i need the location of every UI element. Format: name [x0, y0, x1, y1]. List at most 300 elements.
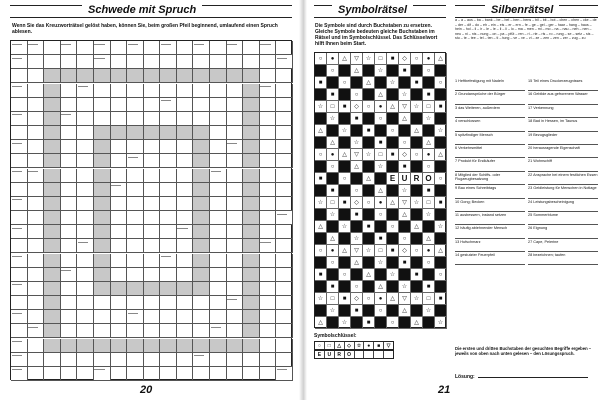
solution-path-cell[interactable]	[243, 310, 260, 324]
symbol-cell[interactable]: ☆	[423, 113, 435, 125]
answer-cell[interactable]	[127, 254, 144, 268]
answer-cell[interactable]	[28, 183, 45, 197]
symbol-cell[interactable]: ○	[363, 293, 375, 305]
symbol-cell[interactable]: ■	[375, 137, 387, 149]
answer-cell[interactable]	[160, 84, 177, 98]
answer-cell[interactable]	[227, 254, 244, 268]
symbol-cell[interactable]: ■	[411, 77, 423, 89]
symbol-cell[interactable]: ■	[363, 221, 375, 233]
symbol-cell[interactable]: ●	[327, 149, 339, 161]
solution-path-cell[interactable]	[111, 126, 128, 140]
answer-cell[interactable]	[227, 183, 244, 197]
symbol-cell[interactable]: ☆	[327, 209, 339, 221]
answer-cell[interactable]	[94, 353, 111, 367]
answer-cell[interactable]	[260, 324, 277, 338]
answer-cell[interactable]	[94, 310, 111, 324]
solution-path-cell[interactable]	[127, 69, 144, 83]
answer-cell[interactable]	[77, 324, 94, 338]
answer-cell[interactable]	[11, 154, 28, 168]
clue-item[interactable]: 23 Geldleistung für Menschen in Notlage	[528, 185, 598, 198]
symbol-cell[interactable]: ■	[327, 281, 339, 293]
symbol-cell[interactable]: △	[351, 257, 363, 269]
symbol-cell[interactable]: ■	[411, 269, 423, 281]
answer-cell[interactable]	[260, 112, 277, 126]
symbol-cell[interactable]: △	[363, 173, 375, 185]
answer-cell[interactable]	[160, 324, 177, 338]
answer-cell[interactable]	[193, 55, 210, 69]
answer-cell[interactable]	[144, 197, 161, 211]
answer-cell[interactable]	[260, 268, 277, 282]
symbol-cell[interactable]: ☆	[351, 137, 363, 149]
answer-cell[interactable]	[260, 126, 277, 140]
answer-cell[interactable]	[276, 197, 293, 211]
symbol-cell[interactable]: ○	[399, 233, 411, 245]
answer-cell[interactable]	[144, 183, 161, 197]
answer-cell[interactable]	[210, 239, 227, 253]
answer-cell[interactable]	[144, 169, 161, 183]
answer-cell[interactable]	[28, 140, 45, 154]
answer-cell[interactable]	[177, 169, 194, 183]
answer-cell[interactable]	[160, 296, 177, 310]
answer-cell[interactable]	[61, 239, 78, 253]
symbol-cell[interactable]: △	[315, 125, 327, 137]
answer-cell[interactable]	[127, 112, 144, 126]
answer-cell[interactable]	[260, 169, 277, 183]
symbol-cell[interactable]: △	[363, 269, 375, 281]
answer-cell[interactable]	[177, 324, 194, 338]
answer-cell[interactable]	[28, 296, 45, 310]
answer-cell[interactable]	[77, 211, 94, 225]
solution-path-cell[interactable]	[127, 282, 144, 296]
answer-cell[interactable]	[260, 183, 277, 197]
symbol-cell[interactable]: ○	[423, 257, 435, 269]
answer-cell[interactable]	[260, 211, 277, 225]
symbol-cell[interactable]: ○	[411, 53, 423, 65]
answer-cell[interactable]	[28, 112, 45, 126]
solution-path-cell[interactable]	[44, 197, 61, 211]
answer-cell[interactable]	[28, 254, 45, 268]
clue-item[interactable]: 4 verschlossen	[455, 118, 525, 131]
answer-cell[interactable]	[276, 84, 293, 98]
answer-cell[interactable]	[276, 254, 293, 268]
answer-cell[interactable]	[210, 55, 227, 69]
symbol-cell[interactable]: △	[387, 293, 399, 305]
solution-path-cell[interactable]	[94, 339, 111, 353]
symbol-cell[interactable]: ●	[327, 53, 339, 65]
symbol-cell[interactable]: △	[411, 221, 423, 233]
solution-path-cell[interactable]	[193, 282, 210, 296]
answer-cell[interactable]	[144, 268, 161, 282]
symbol-cell[interactable]: ○	[411, 149, 423, 161]
answer-cell[interactable]	[61, 225, 78, 239]
symbol-cell[interactable]: ☆	[399, 281, 411, 293]
solution-path-cell[interactable]	[177, 339, 194, 353]
clue-item[interactable]: 18 Bad in Hessen, im Taunus	[528, 118, 598, 131]
answer-cell[interactable]	[260, 310, 277, 324]
symbol-cell[interactable]: ○	[435, 173, 447, 185]
answer-cell[interactable]	[210, 254, 227, 268]
answer-cell[interactable]	[11, 239, 28, 253]
solution-path-cell[interactable]	[77, 69, 94, 83]
solution-path-cell[interactable]	[193, 154, 210, 168]
answer-cell[interactable]	[193, 84, 210, 98]
answer-cell[interactable]	[28, 353, 45, 367]
answer-cell[interactable]	[210, 41, 227, 55]
clue-item[interactable]: 10 Gong; Becken	[455, 199, 525, 212]
symbol-cell[interactable]: □	[327, 197, 339, 209]
solution-path-cell[interactable]	[193, 254, 210, 268]
answer-cell[interactable]	[177, 154, 194, 168]
answer-cell[interactable]	[111, 268, 128, 282]
answer-cell[interactable]	[44, 55, 61, 69]
answer-cell[interactable]	[276, 268, 293, 282]
symbol-cell[interactable]: ☆	[315, 293, 327, 305]
answer-cell[interactable]	[94, 112, 111, 126]
solution-path-cell[interactable]	[44, 98, 61, 112]
solution-answer-line[interactable]	[478, 377, 588, 378]
symbol-cell[interactable]: △	[399, 305, 411, 317]
answer-cell[interactable]	[11, 183, 28, 197]
solution-path-cell[interactable]	[44, 225, 61, 239]
symbol-cell[interactable]: ■	[423, 185, 435, 197]
answer-cell[interactable]	[28, 239, 45, 253]
solution-path-cell[interactable]	[94, 126, 111, 140]
symbol-cell[interactable]: □	[375, 53, 387, 65]
symbol-cell[interactable]: ☆	[423, 209, 435, 221]
answer-cell[interactable]	[44, 353, 61, 367]
solution-path-cell[interactable]	[243, 183, 260, 197]
symbol-cell[interactable]: ●	[327, 245, 339, 257]
answer-cell[interactable]	[111, 324, 128, 338]
answer-cell[interactable]	[127, 169, 144, 183]
symbol-cell[interactable]: ☆	[423, 305, 435, 317]
solution-path-cell[interactable]	[193, 211, 210, 225]
clue-item[interactable]: 6 Verkehrsmittel	[455, 145, 525, 158]
answer-cell[interactable]	[227, 324, 244, 338]
symbol-cell[interactable]: ☆	[435, 221, 447, 233]
solution-path-cell[interactable]	[193, 239, 210, 253]
solution-path-cell[interactable]	[111, 69, 128, 83]
symbol-cell[interactable]: ■	[363, 317, 375, 329]
symbol-cell[interactable]: △	[435, 245, 447, 257]
symbol-cell[interactable]: ☆	[339, 317, 351, 329]
solution-path-cell[interactable]	[243, 339, 260, 353]
solution-path-cell[interactable]	[243, 126, 260, 140]
answer-cell[interactable]	[260, 154, 277, 168]
answer-cell[interactable]	[260, 254, 277, 268]
answer-cell[interactable]	[160, 310, 177, 324]
symbol-cell[interactable]: ■	[363, 125, 375, 137]
answer-cell[interactable]	[127, 367, 144, 381]
symbol-cell[interactable]: ○	[339, 173, 351, 185]
answer-cell[interactable]	[127, 183, 144, 197]
symbol-cell[interactable]: △	[351, 161, 363, 173]
answer-cell[interactable]	[77, 55, 94, 69]
answer-cell[interactable]	[61, 353, 78, 367]
solution-path-cell[interactable]	[94, 69, 111, 83]
answer-cell[interactable]	[260, 140, 277, 154]
symbol-cell[interactable]: ○	[387, 221, 399, 233]
answer-cell[interactable]	[210, 197, 227, 211]
answer-cell[interactable]	[28, 225, 45, 239]
symbol-cell[interactable]: ☆	[411, 293, 423, 305]
symbol-cell[interactable]: ■	[387, 245, 399, 257]
answer-cell[interactable]	[227, 310, 244, 324]
answer-cell[interactable]	[111, 41, 128, 55]
answer-cell[interactable]	[260, 296, 277, 310]
symbol-cell[interactable]: ■	[327, 89, 339, 101]
solution-path-cell[interactable]	[111, 339, 128, 353]
symbol-cell[interactable]: ▽	[351, 149, 363, 161]
answer-cell[interactable]	[193, 112, 210, 126]
solution-path-cell[interactable]	[127, 339, 144, 353]
answer-cell[interactable]	[111, 353, 128, 367]
solution-path-cell[interactable]	[44, 84, 61, 98]
answer-cell[interactable]	[210, 353, 227, 367]
symbol-cell[interactable]: △	[423, 233, 435, 245]
answer-cell[interactable]	[177, 98, 194, 112]
solution-path-cell[interactable]	[227, 339, 244, 353]
answer-cell[interactable]	[243, 353, 260, 367]
answer-cell[interactable]	[260, 98, 277, 112]
symbol-cell[interactable]: △	[435, 149, 447, 161]
answer-cell[interactable]	[177, 183, 194, 197]
answer-cell[interactable]	[227, 282, 244, 296]
symbol-cell[interactable]: ☆	[435, 125, 447, 137]
answer-cell[interactable]	[177, 296, 194, 310]
answer-cell[interactable]	[210, 296, 227, 310]
answer-cell[interactable]	[144, 324, 161, 338]
answer-cell[interactable]	[61, 126, 78, 140]
clue-item[interactable]: 15 Teil eines Druckerzeugnisses	[528, 78, 598, 91]
answer-cell[interactable]	[111, 112, 128, 126]
answer-cell[interactable]	[260, 55, 277, 69]
solution-path-cell[interactable]	[243, 268, 260, 282]
answer-cell[interactable]	[144, 112, 161, 126]
solution-path-cell[interactable]	[193, 339, 210, 353]
symbol-cell[interactable]: ◇	[351, 101, 363, 113]
solution-path-cell[interactable]	[243, 324, 260, 338]
symbol-cell[interactable]: ☆	[411, 101, 423, 113]
answer-cell[interactable]	[77, 154, 94, 168]
solution-path-cell[interactable]	[77, 339, 94, 353]
symbol-cell[interactable]: △	[327, 233, 339, 245]
symbol-cell[interactable]: △	[387, 197, 399, 209]
symbol-cell[interactable]: ○	[435, 77, 447, 89]
answer-cell[interactable]	[111, 84, 128, 98]
symbol-cell[interactable]: ○	[351, 281, 363, 293]
answer-cell[interactable]	[127, 211, 144, 225]
symbol-cell[interactable]: ○	[339, 269, 351, 281]
symbol-cell[interactable]: ◇	[399, 245, 411, 257]
symbol-cell[interactable]: ☆	[315, 197, 327, 209]
symbol-cell[interactable]: ○	[411, 245, 423, 257]
answer-cell[interactable]	[227, 353, 244, 367]
answer-cell[interactable]	[276, 112, 293, 126]
solution-path-cell[interactable]	[44, 154, 61, 168]
symbol-cell[interactable]: ☆	[363, 149, 375, 161]
symbol-cell[interactable]: △	[339, 245, 351, 257]
answer-cell[interactable]	[210, 310, 227, 324]
answer-cell[interactable]	[160, 268, 177, 282]
symbol-cell[interactable]: ○	[315, 245, 327, 257]
answer-cell[interactable]	[276, 296, 293, 310]
answer-cell[interactable]	[127, 353, 144, 367]
solution-path-cell[interactable]	[44, 310, 61, 324]
answer-cell[interactable]	[77, 296, 94, 310]
symbol-cell[interactable]: ○	[339, 77, 351, 89]
solution-path-cell[interactable]	[94, 197, 111, 211]
symbol-cell[interactable]: ●	[423, 245, 435, 257]
symbol-cell[interactable]: ■	[375, 233, 387, 245]
answer-cell[interactable]	[94, 98, 111, 112]
clue-item[interactable]: 11 ausbessern, instand setzen	[455, 212, 525, 225]
symbol-cell[interactable]: ■	[399, 161, 411, 173]
solution-path-cell[interactable]	[210, 69, 227, 83]
symbol-cell[interactable]: ☆	[351, 233, 363, 245]
symbol-cell[interactable]: ◇	[351, 197, 363, 209]
symbol-cell[interactable]: ○	[315, 149, 327, 161]
symbol-cell[interactable]: □	[327, 293, 339, 305]
symbol-cell[interactable]: ■	[399, 65, 411, 77]
clue-item[interactable]: 5 spitzfindiger Mensch	[455, 132, 525, 145]
answer-cell[interactable]	[160, 353, 177, 367]
answer-cell[interactable]	[276, 353, 293, 367]
symbol-cell[interactable]: ☆	[387, 269, 399, 281]
answer-cell[interactable]	[127, 296, 144, 310]
clue-item[interactable]: 22 Ansprache bei einem festlichen Essen	[528, 172, 598, 185]
answer-cell[interactable]	[144, 84, 161, 98]
symbol-cell[interactable]: △	[339, 149, 351, 161]
answer-cell[interactable]	[210, 126, 227, 140]
answer-cell[interactable]	[28, 282, 45, 296]
symbol-cell[interactable]: △	[363, 77, 375, 89]
answer-cell[interactable]	[160, 239, 177, 253]
answer-cell[interactable]	[61, 98, 78, 112]
symbol-cell[interactable]: ■	[435, 197, 447, 209]
answer-cell[interactable]	[144, 140, 161, 154]
answer-cell[interactable]	[243, 55, 260, 69]
solution-path-cell[interactable]	[144, 69, 161, 83]
symbol-cell[interactable]: ●	[375, 293, 387, 305]
symbol-cell[interactable]: ■	[315, 269, 327, 281]
symbol-cell[interactable]: ■	[315, 173, 327, 185]
solution-path-cell[interactable]	[44, 239, 61, 253]
answer-cell[interactable]	[94, 324, 111, 338]
answer-cell[interactable]	[127, 225, 144, 239]
symbol-cell[interactable]: ☆	[327, 113, 339, 125]
symbol-cell[interactable]: ○	[375, 305, 387, 317]
key-letter[interactable]: U	[325, 351, 335, 358]
answer-cell[interactable]	[111, 98, 128, 112]
answer-cell[interactable]	[144, 254, 161, 268]
answer-cell[interactable]	[260, 197, 277, 211]
answer-cell[interactable]	[77, 254, 94, 268]
answer-cell[interactable]	[177, 353, 194, 367]
answer-cell[interactable]	[61, 211, 78, 225]
answer-cell[interactable]	[111, 154, 128, 168]
symbol-cell[interactable]: ▽	[399, 197, 411, 209]
symbol-cell[interactable]: ◇	[399, 149, 411, 161]
key-letter[interactable]: O	[345, 351, 355, 358]
answer-cell[interactable]	[144, 211, 161, 225]
answer-cell[interactable]	[61, 183, 78, 197]
answer-cell[interactable]	[111, 211, 128, 225]
answer-cell[interactable]	[144, 296, 161, 310]
symbol-cell[interactable]: □	[375, 245, 387, 257]
answer-cell[interactable]	[28, 55, 45, 69]
answer-cell[interactable]	[177, 367, 194, 381]
symbol-cell[interactable]: ☆	[399, 185, 411, 197]
symbol-cell[interactable]: ☆	[375, 257, 387, 269]
solution-line[interactable]	[455, 374, 598, 380]
answer-cell[interactable]	[77, 41, 94, 55]
answer-cell[interactable]	[44, 41, 61, 55]
symbol-cell[interactable]: ○	[327, 161, 339, 173]
clue-item[interactable]: 7 Produkt für Endkäufer	[455, 158, 525, 171]
answer-cell[interactable]	[210, 112, 227, 126]
clue-item[interactable]: 20 herausragende Eigenschaft	[528, 145, 598, 158]
symbol-cell[interactable]: ■	[399, 257, 411, 269]
answer-cell[interactable]	[111, 239, 128, 253]
symbol-cell[interactable]: ☆	[375, 161, 387, 173]
answer-cell[interactable]	[243, 41, 260, 55]
symbol-cell[interactable]: ☆	[411, 197, 423, 209]
answer-cell[interactable]	[227, 55, 244, 69]
symbol-cell[interactable]: □	[423, 101, 435, 113]
answer-cell[interactable]	[227, 197, 244, 211]
symbol-cell[interactable]: △	[375, 281, 387, 293]
answer-cell[interactable]	[11, 69, 28, 83]
clue-item[interactable]: 14 gestutzter Feuerpfeil	[455, 252, 525, 265]
answer-cell[interactable]	[227, 211, 244, 225]
symbol-cell[interactable]: △	[423, 137, 435, 149]
symbol-cell[interactable]: ■	[387, 149, 399, 161]
solution-path-cell[interactable]	[44, 339, 61, 353]
symbol-cell[interactable]: ☆	[399, 89, 411, 101]
symbol-cell[interactable]: ○	[423, 65, 435, 77]
symbol-cell[interactable]: ☆	[375, 65, 387, 77]
answer-cell[interactable]	[111, 367, 128, 381]
solution-path-cell[interactable]	[144, 282, 161, 296]
solution-path-cell[interactable]	[160, 282, 177, 296]
symbol-cell[interactable]: ☆	[435, 317, 447, 329]
answer-cell[interactable]	[210, 225, 227, 239]
solution-path-cell[interactable]	[94, 154, 111, 168]
answer-cell[interactable]	[61, 324, 78, 338]
answer-cell[interactable]	[77, 367, 94, 381]
answer-cell[interactable]	[276, 239, 293, 253]
answer-cell[interactable]	[210, 84, 227, 98]
answer-cell[interactable]	[61, 140, 78, 154]
answer-cell[interactable]	[276, 282, 293, 296]
answer-cell[interactable]	[276, 310, 293, 324]
solution-path-cell[interactable]	[193, 169, 210, 183]
answer-cell[interactable]	[227, 225, 244, 239]
solution-path-cell[interactable]	[94, 239, 111, 253]
answer-cell[interactable]	[61, 55, 78, 69]
answer-cell[interactable]	[28, 84, 45, 98]
solution-path-cell[interactable]	[227, 69, 244, 83]
symbol-cell[interactable]: ☆	[315, 101, 327, 113]
answer-cell[interactable]	[144, 310, 161, 324]
symbol-cell[interactable]: ■	[435, 293, 447, 305]
solution-path-cell[interactable]	[177, 282, 194, 296]
symbol-cell[interactable]: ◇	[399, 53, 411, 65]
answer-cell[interactable]	[210, 154, 227, 168]
clue-item[interactable]: 19 Bezugsglieder	[528, 132, 598, 145]
answer-cell[interactable]	[260, 367, 277, 381]
